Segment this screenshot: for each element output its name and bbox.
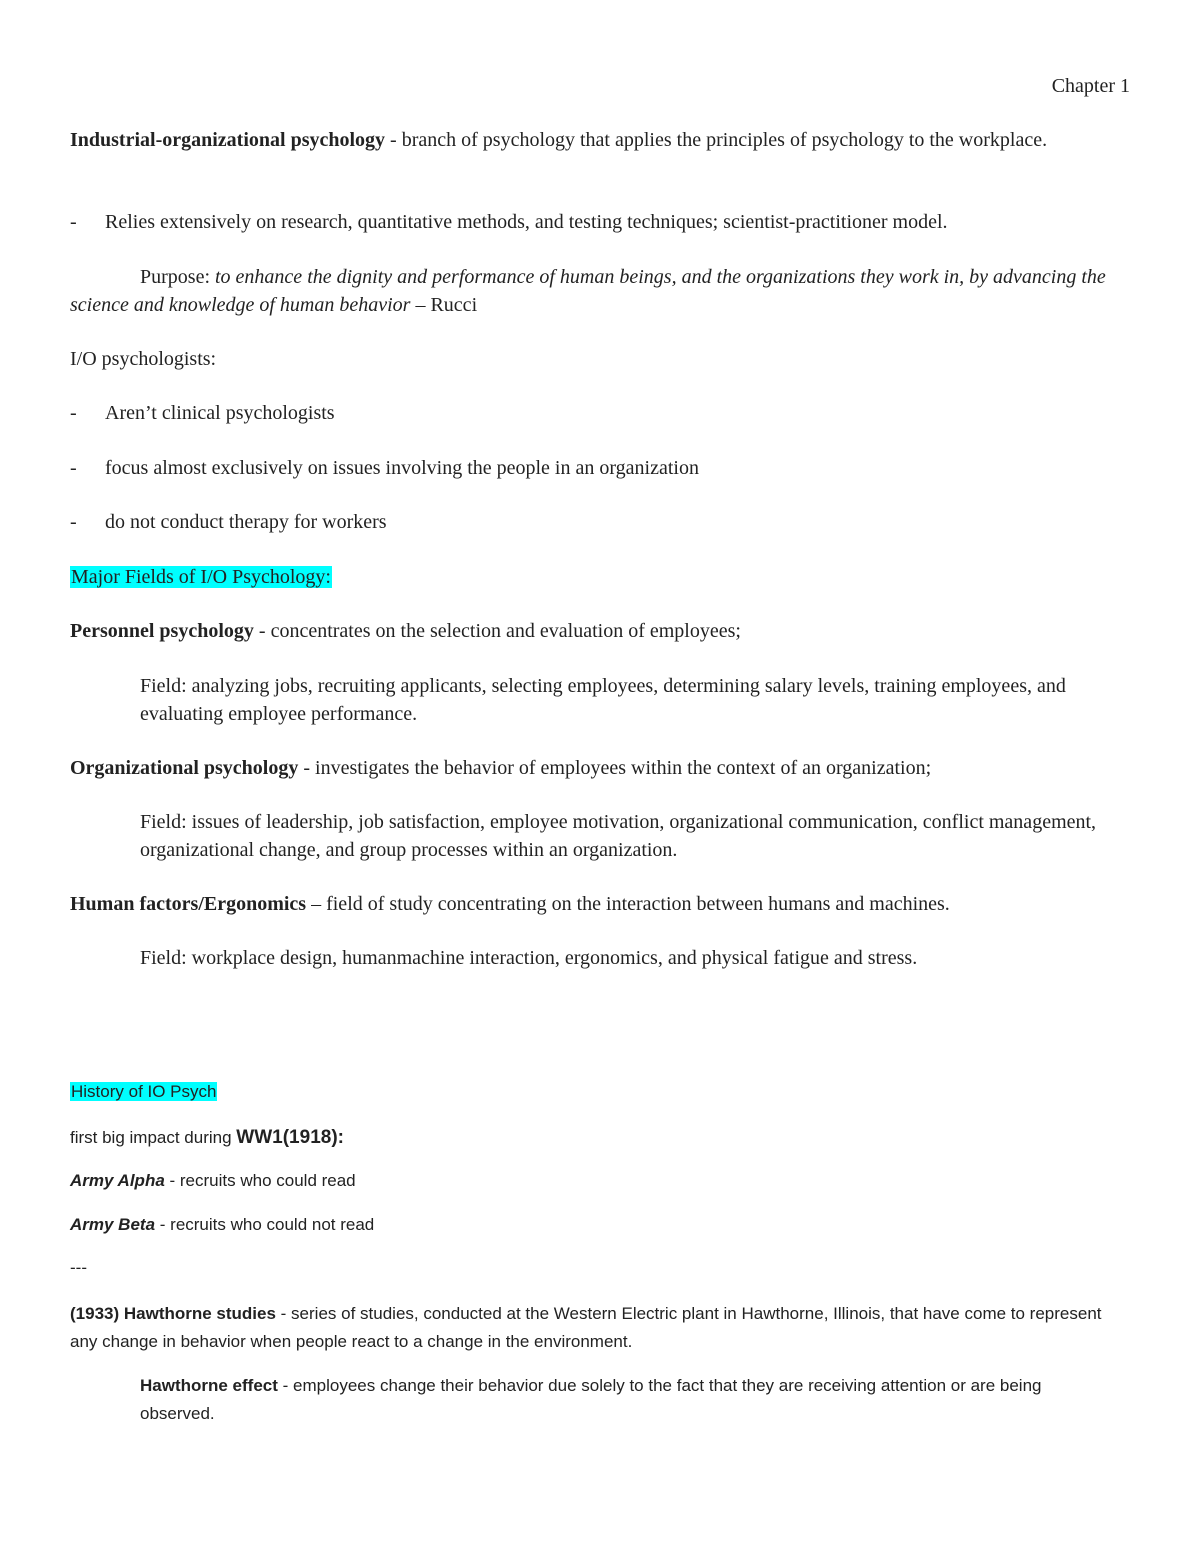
chapter-header: Chapter 1: [1051, 75, 1130, 97]
personnel-definition: - concentrates on the selection and evaluation of employees;: [253, 620, 741, 642]
hawthorne-effect-term: Hawthorne effect: [140, 1376, 278, 1395]
army-beta: [70, 1211, 1135, 1239]
army-beta-term: Army Beta: [70, 1215, 156, 1234]
major-fields-heading: Major Fields of I/O Psychology:: [71, 566, 331, 588]
personnel-field: Field: analyzing jobs, recruiting applicants, selecting employees, determining salary levels, training employees, and evaluating employee performance.: [140, 675, 1066, 725]
psychologist-item: Aren’t clinical psychologists: [105, 402, 335, 424]
human-factors: [70, 890, 1135, 918]
psychologist-item: focus almost exclusively on issues involving the people in an organization: [105, 457, 699, 479]
first-impact-ww1: WW1(1918):: [236, 1127, 344, 1148]
io-psych-term: Industrial-organizational psychology: [70, 129, 386, 151]
io-psych-definition: [70, 126, 1135, 154]
major-fields-heading-line: [70, 563, 1135, 591]
purpose-quote: to enhance the dignity and performance of human beings, and the organizations they work in, by advancing the science and knowledge of human behavior: [70, 266, 1106, 316]
first-impact-text: first big impact during: [70, 1128, 237, 1147]
organizational-term: Organizational psychology: [70, 757, 299, 779]
organizational-definition: - investigates the behavior of employees within the context of an organization;: [298, 757, 932, 779]
hawthorne-studies: [70, 1300, 1130, 1356]
personnel-psychology: [70, 617, 1135, 645]
hawthorne-studies-term: (1933) Hawthorne studies: [70, 1304, 276, 1323]
io-psychologists-heading: I/O psychologists:: [70, 348, 217, 370]
bullet-dash: -: [70, 402, 77, 424]
human-factors-term: Human factors/Ergonomics: [70, 893, 307, 915]
army-alpha-definition: - recruits who could read: [164, 1171, 356, 1190]
bullet-dash: -: [70, 211, 77, 233]
io-psych-definition-text: - branch of psychology that applies the principles of psychology to the workplace.: [385, 129, 1048, 151]
human-factors-definition: – field of study concentrating on the interaction between humans and machines.: [306, 893, 950, 915]
hawthorne-effect-definition: - employees change their behavior due solely to the fact that they are receiving attention or are being observed.: [140, 1376, 1042, 1423]
personnel-term: Personnel psychology: [70, 620, 254, 642]
history-heading-line: [70, 1078, 1135, 1106]
organizational-field: Field: issues of leadership, job satisfaction, employee motivation, organizational communication, conflict management, organizational change, and group processes within an organization.: [140, 811, 1097, 861]
army-alpha-term: Army Alpha: [70, 1171, 165, 1190]
first-impact: [70, 1124, 1135, 1152]
purpose-statement: [70, 263, 1135, 319]
section-separator: ---: [70, 1258, 87, 1277]
research-bullet: Relies extensively on research, quantitative methods, and testing techniques; scientist-practitioner model.: [105, 211, 948, 233]
human-factors-field: Field: workplace design, humanmachine interaction, ergonomics, and physical fatigue and stress.: [140, 947, 918, 969]
history-heading: History of IO Psych: [71, 1082, 217, 1101]
bullet-dash: -: [70, 511, 77, 533]
army-alpha: [70, 1167, 1135, 1195]
hawthorne-studies-definition: - series of studies, conducted at the Western Electric plant in Hawthorne, Illinois, that have come to represent any change in behavior when people react to a change in the environment.: [70, 1304, 1102, 1351]
hawthorne-effect: [140, 1372, 1120, 1428]
organizational-psychology: [70, 754, 1135, 782]
army-beta-definition: - recruits who could not read: [155, 1215, 375, 1234]
bullet-dash: -: [70, 457, 77, 479]
psychologist-item: do not conduct therapy for workers: [105, 511, 387, 533]
purpose-attribution: – Rucci: [410, 294, 478, 316]
purpose-label: Purpose:: [140, 266, 215, 288]
